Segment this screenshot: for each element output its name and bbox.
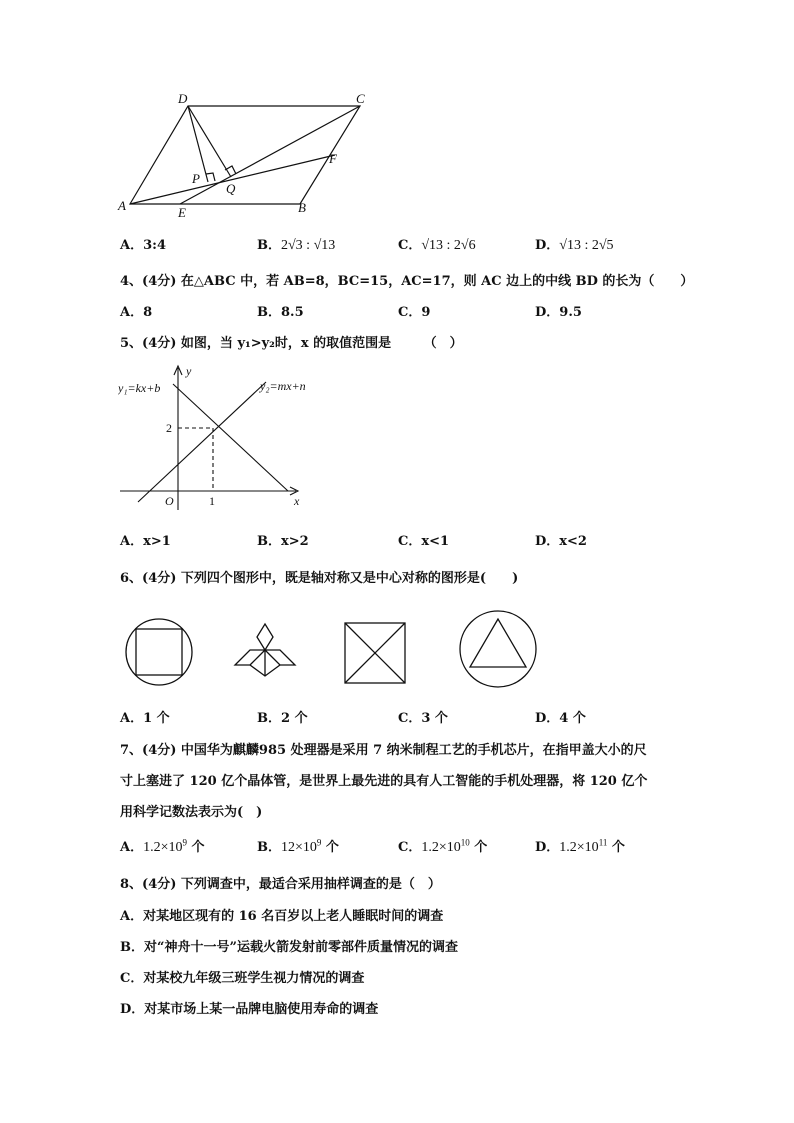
mitsubishi-figure (232, 622, 298, 680)
q3-option-a[interactable]: A．3:4 (120, 238, 166, 253)
q5-option-a[interactable]: A．x>1 (120, 534, 171, 549)
q8-option-b[interactable]: B．对“神舟十一号”运载火箭发射前零部件质量情况的调查 (120, 940, 458, 955)
q3-option-d[interactable]: D．√13 : 2√5 (535, 238, 614, 253)
q4-option-d[interactable]: D．9.5 (535, 305, 582, 320)
q6-option-c[interactable]: C．3 个 (398, 711, 448, 726)
label-d: D (178, 91, 188, 106)
q7-option-d[interactable]: D．$1.2\times 10^{11}$ 个 (535, 837, 625, 855)
q5-stem: 5、(4分) 如图，当 y₁>y₂时，x 的取值范围是 （ ） (120, 336, 463, 351)
label-e: E (178, 205, 186, 220)
q6-option-a[interactable]: A．1 个 (120, 711, 170, 726)
label-q: Q (226, 181, 236, 196)
q6-option-b[interactable]: B．2 个 (257, 711, 308, 726)
q4-option-b[interactable]: B．8.5 (257, 305, 304, 320)
label-a: A (118, 198, 126, 213)
q7-stem-line3: 用科学记数法表示为( ) (120, 805, 263, 820)
label-x-axis: x (294, 494, 300, 508)
tick-x-1: 1 (209, 494, 215, 508)
label-origin: O (165, 494, 174, 508)
line-y1 (173, 384, 288, 491)
q7-stem-line1: 7、(4分) 中国华为麒麟985 处理器是采用 7 纳米制程工艺的手机芯片，在指甲盖大小的尺 (120, 743, 647, 758)
tick-y-2: 2 (166, 421, 172, 435)
label-f: F (329, 151, 337, 166)
q3-option-c[interactable]: C．√13 : 2√6 (398, 238, 476, 253)
q8-option-a[interactable]: A．对某地区现有的 16 名百岁以上老人睡眠时间的调查 (120, 909, 444, 924)
q5-option-b[interactable]: B．x>2 (257, 534, 309, 549)
q4-option-a[interactable]: A．8 (120, 305, 153, 320)
q7-option-b[interactable]: B．$12\times 10^9$ 个 (257, 837, 339, 855)
q8-option-c[interactable]: C．对某校九年级三班学生视力情况的调查 (120, 971, 365, 986)
q4-stem: 4、(4分) 在△ABC 中，若 AB=8，BC=15，AC=17，则 AC 边上的中线 BD 的长为（ ） (120, 274, 694, 289)
q8-stem: 8、(4分) 下列调查中，最适合采用抽样调查的是（ ） (120, 877, 441, 892)
segment-dq (188, 106, 231, 177)
q3-option-b[interactable]: B．2√3 : √13 (257, 238, 336, 253)
q7-stem-line2: 寸上塞进了 120 亿个晶体管，是世界上最先进的具有人工智能的手机处理器，将 120 亿个 (120, 774, 648, 789)
square-diagonals-figure (343, 621, 407, 685)
linear-functions-graph (118, 360, 308, 520)
label-p: P (192, 171, 200, 186)
label-b: B (298, 200, 306, 215)
q8-option-d[interactable]: D．对某市场上某一品牌电脑使用寿命的调查 (120, 1002, 379, 1017)
line-y2 (138, 382, 266, 502)
q7-option-a[interactable]: A．$1.2\times 10^9$ 个 (120, 837, 205, 855)
label-y2: y₂=mx+n (260, 379, 306, 393)
label-y-axis: y (186, 364, 192, 378)
q5-option-c[interactable]: C．x<1 (398, 534, 450, 549)
parallelogram-figure (110, 90, 370, 220)
circle-triangle-figure (458, 609, 538, 689)
label-c: C (356, 91, 365, 106)
q6-option-d[interactable]: D．4 个 (535, 711, 586, 726)
q4-option-c[interactable]: C．9 (398, 305, 431, 320)
parallelogram-abcd (130, 106, 360, 204)
label-y1: y₁=kx+b (118, 381, 161, 395)
q5-option-d[interactable]: D．x<2 (535, 534, 587, 549)
q6-stem: 6、(4分) 下列四个图形中，既是轴对称又是中心对称的图形是( ) (120, 571, 519, 586)
circle-square-figure (124, 617, 194, 687)
q7-option-c[interactable]: C．$1.2\times 10^{10}$ 个 (398, 837, 488, 855)
